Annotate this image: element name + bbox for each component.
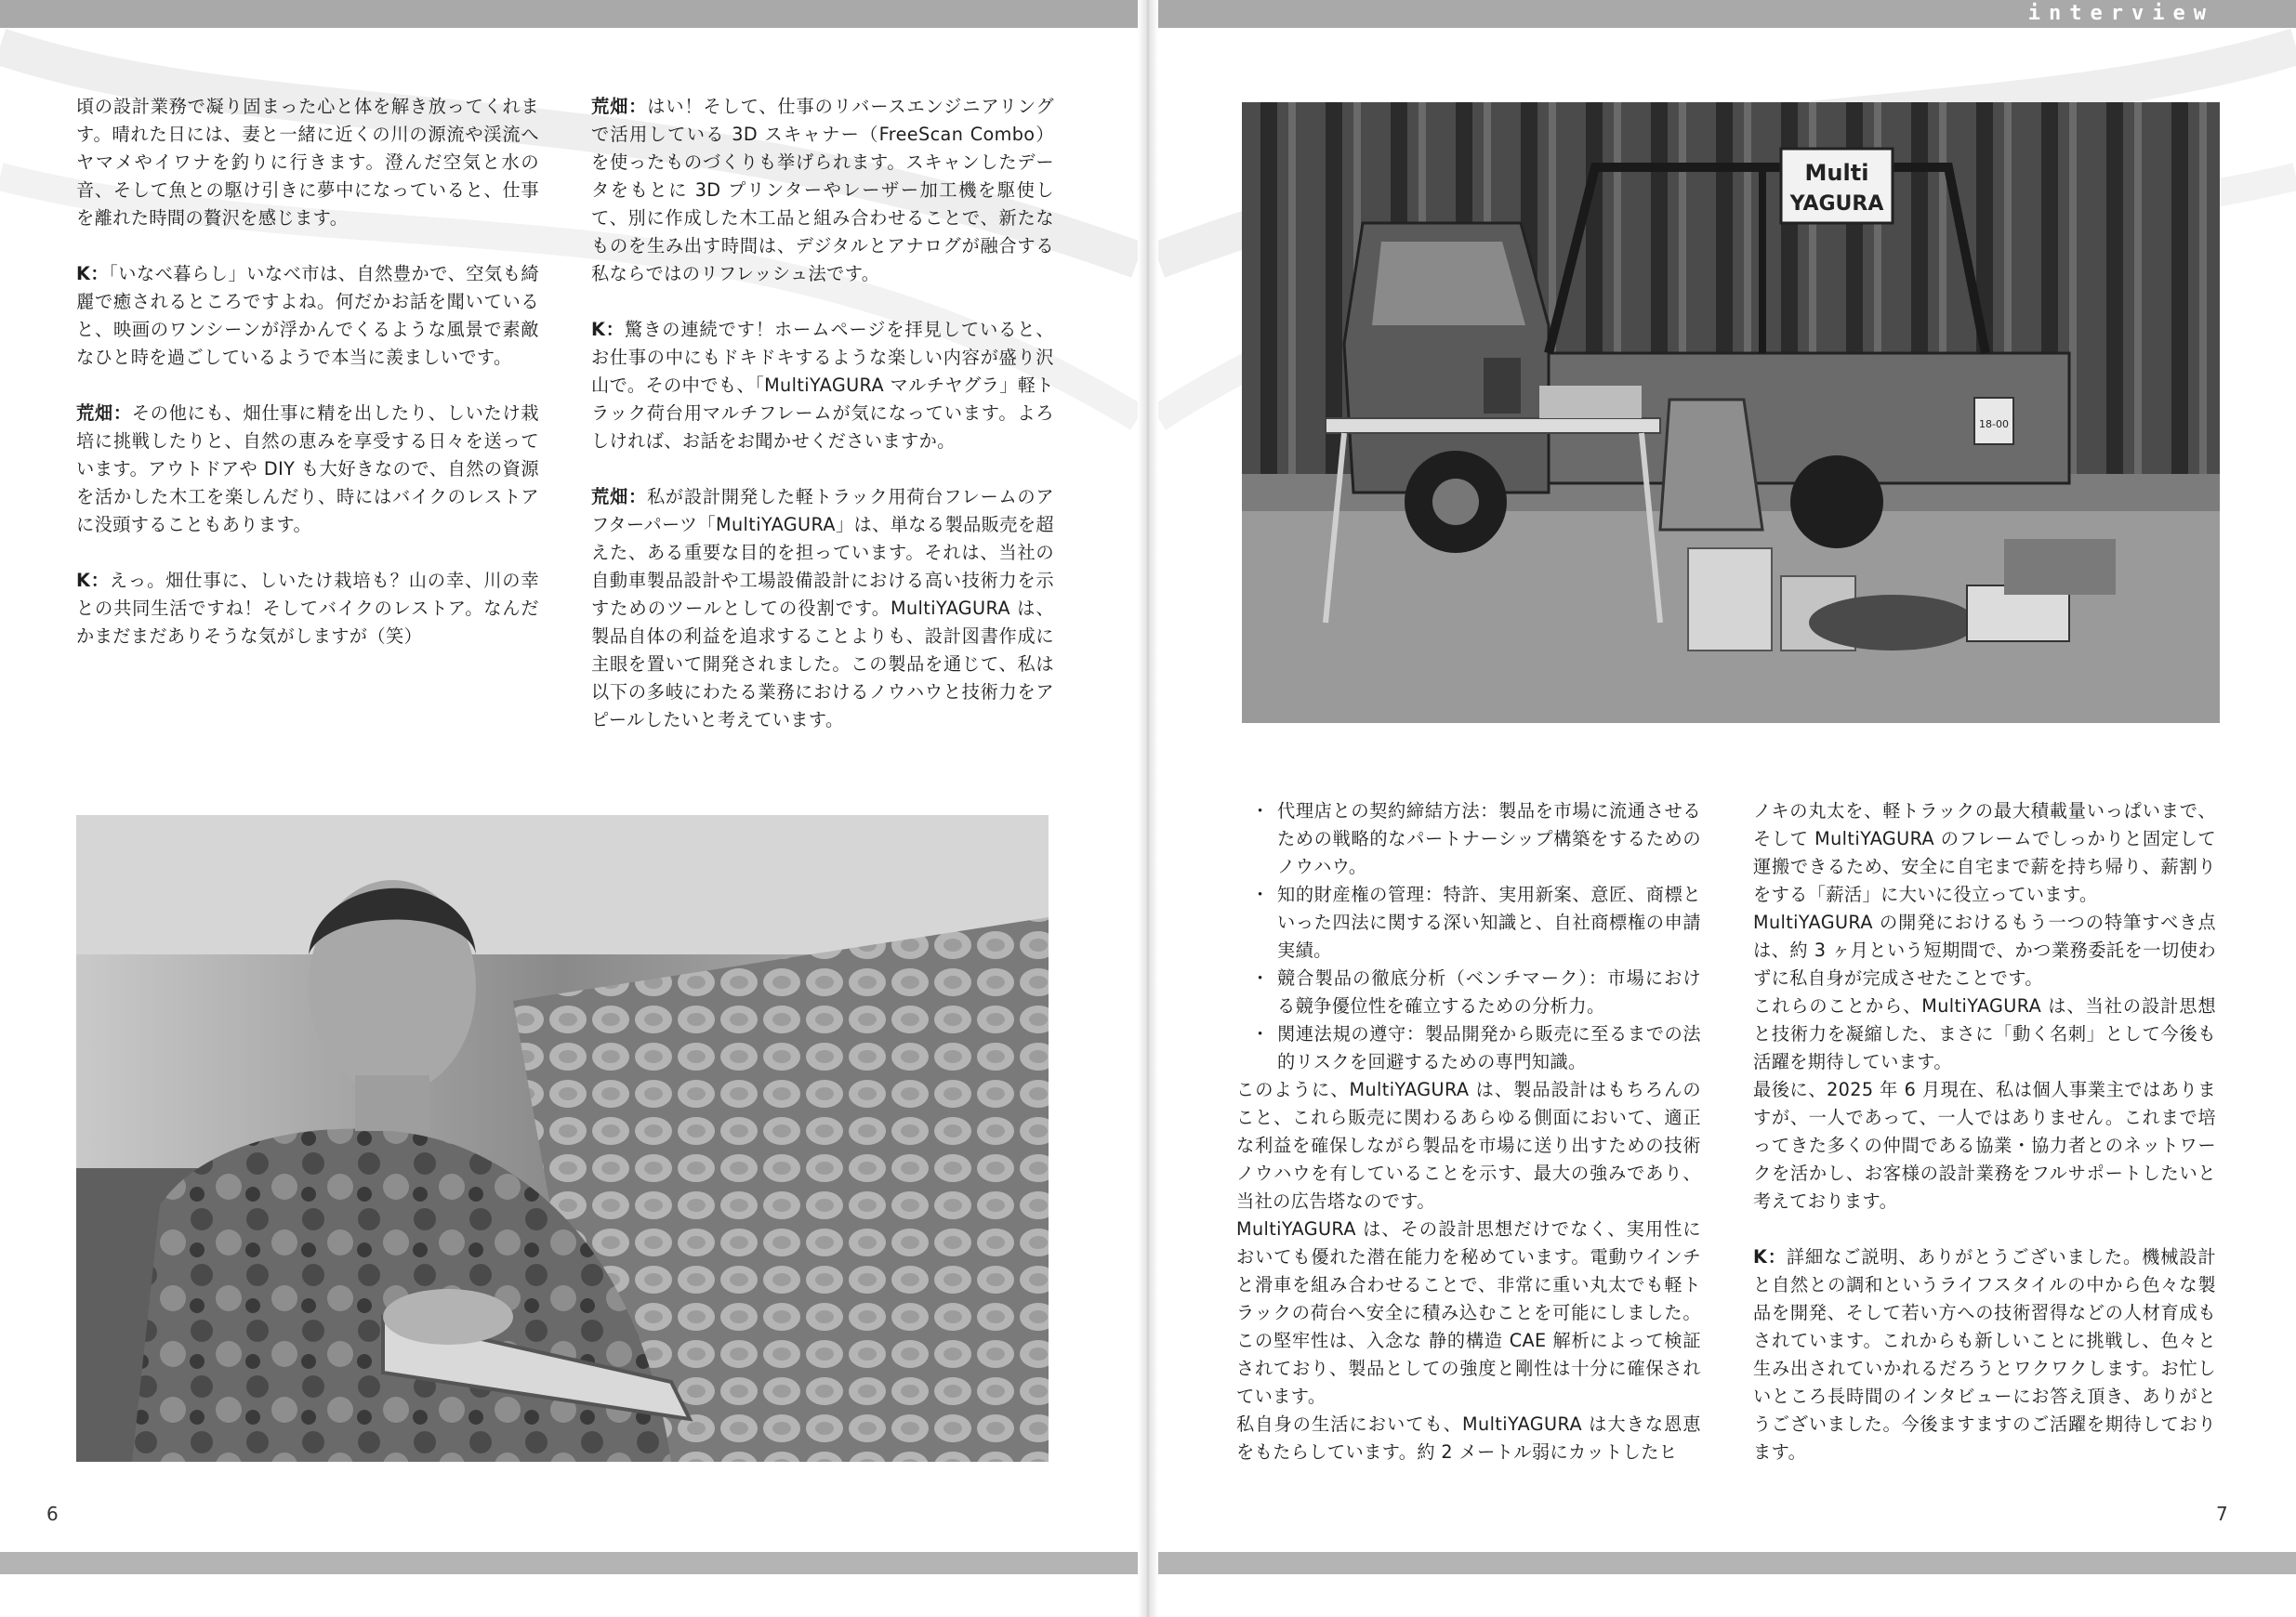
photo-truck-multiyagura xyxy=(1242,102,2220,723)
truck-sign-line2: YAGURA xyxy=(1789,192,1884,216)
top-band-right xyxy=(1158,0,2296,28)
page-number-right: 7 xyxy=(2216,1503,2228,1525)
speaker-label: 荒畑： xyxy=(591,486,647,507)
text-column-4 xyxy=(1753,797,2216,1494)
paragraph: 頃の設計業務で凝り固まった心と体を解き放ってくれます。晴れた日には、妻と一緒に近くの川の源流や渓流へヤマメやイワナを釣りに行きます。澄んだ空気と水の音、そして魚との駆け引きに夢中になっていると、仕事を離れた時間の贅沢を感じます。 xyxy=(76,96,539,229)
paragraph: MultiYAGURA は、その設計思想だけでなく、実用性においても優れた潜在能力を秘めています。電動ウインチと滑車を組み合わせることで、非常に重い丸太でも軽トラックの荷台へ安全に積み込むことを可能にしました。この堅牢性は、入念な 静的構造 CAE 解析によって検証されており、製品としての強度と剛性は十分に確保されています。 xyxy=(1236,1218,1701,1407)
speaker-label: 荒畑： xyxy=(591,96,648,117)
interviewer-question xyxy=(76,567,539,651)
speaker-label: K： xyxy=(76,263,110,284)
list-item: ・ 代理店との契約締結方法：製品を市場に流通させるための戦略的なパートナーシップ構築をするためのノウハウ。 xyxy=(1236,797,1701,881)
paragraph: ノキの丸太を、軽トラックの最大積載量いっぱいまで、そして MultiYAGURA のフレームでしっかりと固定して運搬できるため、安全に自宅まで薪を持ち帰り、薪割りをする「薪活」に大いに役立っています。 xyxy=(1753,800,2216,905)
question-text: えっ。畑仕事に、しいたけ栽培も？山の幸、川の幸との共同生活ですね！そしてバイクのレストア。なんだかまだまだありそうな気がしますが（笑） xyxy=(76,570,540,647)
interviewee-answer xyxy=(591,483,1054,734)
photo-man-chainsaw xyxy=(76,815,1049,1462)
page-gutter xyxy=(1138,0,1158,1617)
answer-text: 私が設計開発した軽トラック用荷台フレームのアフターパーツ「MultiYAGURA」は、単なる製品販売を超えた、ある重要な目的を担っています。それは、当社の自動車製品設計や工場設備設計における高い技術力を示すためのツールとしての役割です。MultiYAGURA は、製品自体の利益を追求することよりも、設計図書作成に主眼を置いて開発されました。この製品を通じて、私は以下の多岐にわたる業務におけるノウハウと技術力をアピールしたいと考えています。 xyxy=(591,486,1055,730)
question-text: 驚きの連続です！ホームページを拝見していると、お仕事の中にもドキドキするような楽しい内容が盛り沢山で。その中でも、「MultiYAGURA マルチヤグラ」軽トラック荷台用マルチフレームが気になっています。よろしければ、お話をお聞かせくださいますか。 xyxy=(591,319,1054,452)
paragraph: 私自身の生活においても、MultiYAGURA は大きな恩恵をもたらしています。約 2 メートル弱にカットしたヒ xyxy=(1236,1413,1701,1463)
bottom-band-left xyxy=(0,1552,1138,1574)
speaker-label: K： xyxy=(591,319,625,340)
question-text: 「いなべ暮らし」いなべ市は、自然豊かで、空気も綺麗で癒されるところですよね。何だかお話を聞いていると、映画のワンシーンが浮かんでくるような風景で素敵なひと時を過ごしているようで本当に羨ましいです。 xyxy=(76,263,539,368)
list-item: ・ 関連法規の遵守：製品開発から販売に至るまでの法的リスクを回避するための専門知識。 xyxy=(1236,1020,1701,1076)
speaker-label: K： xyxy=(1753,1246,1787,1268)
bottom-band-right xyxy=(1158,1552,2296,1574)
text-column-2 xyxy=(591,93,1054,762)
section-label: interview xyxy=(2027,2,2214,25)
answer-text: その他にも、畑仕事に精を出したり、しいたけ栽培に挑戦したりと、自然の恵みを享受する日々を送っています。アウトドアや DIY も大好きなので、自然の資源を活かした木工を楽しんだり、時にはバイクのレストアに没頭することもあります。 xyxy=(76,402,539,535)
list-item: ・ 競合製品の徹底分析（ベンチマーク）：市場における競争優位性を確立するための分析力。 xyxy=(1236,965,1701,1020)
top-band-left xyxy=(0,0,1138,28)
interviewer-question xyxy=(76,260,539,372)
speaker-label: 荒畑： xyxy=(76,402,132,424)
expertise-list xyxy=(1236,797,1701,1076)
interviewer-question xyxy=(591,316,1054,455)
paragraph: これらのことから、MultiYAGURA は、当社の設計思想と技術力を凝縮した、まさに「動く名刺」として今後も活躍を期待しています。 xyxy=(1753,995,2216,1072)
answer-text: はい！そして、仕事のリバースエンジニアリングで活用している 3D スキャナー（FreeScan Combo）を使ったものづくりも挙げられます。スキャンしたデータをもとに 3D プリンターやレーザー加工機を駆使して、別に作成した木工品と組み合わせることで、新たなものを生み出す時間は、デジタルとアナログが融合する私ならではのリフレッシュ法です。 xyxy=(591,96,1054,284)
truck-sign-line1: Multi xyxy=(1804,160,1869,186)
speaker-label: K： xyxy=(76,570,110,591)
license-plate: 18-00 xyxy=(1979,418,2009,430)
interviewee-answer xyxy=(591,93,1054,288)
paragraph: MultiYAGURA の開発におけるもう一つの特筆すべき点は、約 3 ヶ月という短期間で、かつ業務委託を一切使わずに私自身が完成させたことです。 xyxy=(1753,912,2216,989)
text-column-3 xyxy=(1236,797,1701,1466)
page-number-left: 6 xyxy=(46,1503,59,1525)
text-column-1 xyxy=(76,93,539,678)
paragraph: このように、MultiYAGURA は、製品設計はもちろんのこと、これら販売に関わるあらゆる側面において、適正な利益を確保しながら製品を市場に送り出すための技術ノウハウを有していることを示す、最大の強みであり、当社の広告塔なのです。 xyxy=(1236,1079,1701,1212)
list-item: ・ 知的財産権の管理：特許、実用新案、意匠、商標といった四法に関する深い知識と、自社商標権の申請実績。 xyxy=(1236,881,1701,965)
interviewee-answer xyxy=(76,400,539,539)
interviewer-closing xyxy=(1753,1243,2216,1466)
paragraph: 最後に、2025 年 6 月現在、私は個人事業主ではありますが、一人であって、一人ではありません。これまで培ってきた多くの仲間である協業・協力者とのネットワークを活かし、お客様の設計業務をフルサポートしたいと考えております。 xyxy=(1753,1079,2216,1212)
closing-text: 詳細なご説明、ありがとうございました。機械設計と自然との調和というライフスタイルの中から色々な製品を開発、そして若い方への技術習得などの人材育成もされています。これからも新しいことに挑戦し、色々と生み出されていかれるだろうとワクワクします。お忙しいところ長時間のインタビューにお答え頂き、ありがとうございました。今後ますますのご活躍を期待しております。 xyxy=(1753,1246,2217,1463)
